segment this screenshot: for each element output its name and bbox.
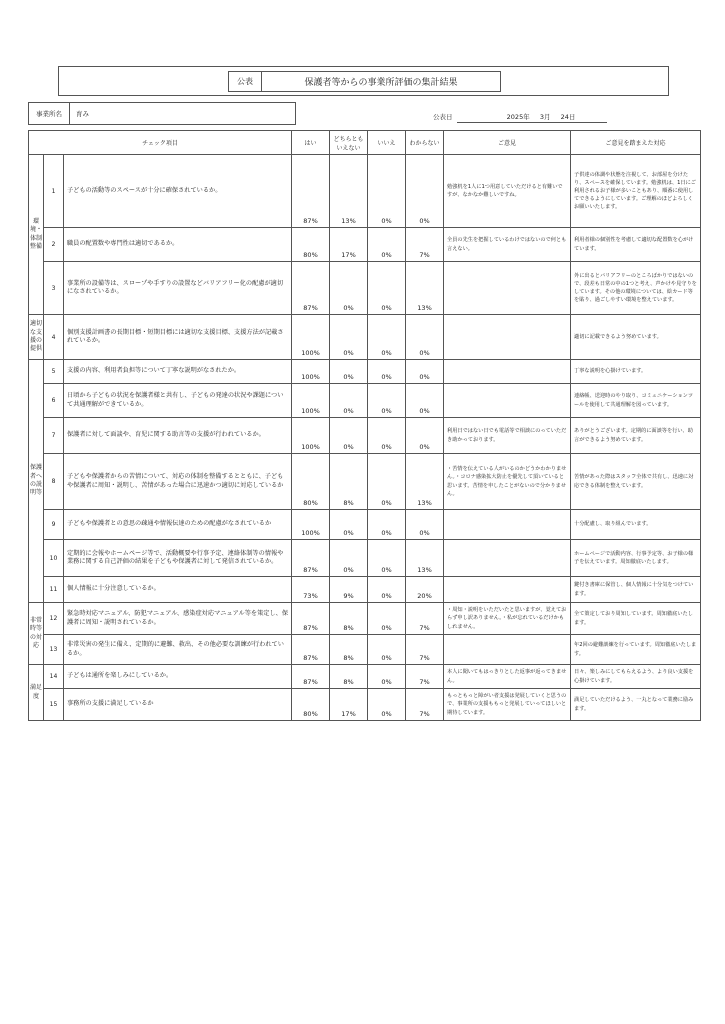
category-label: 保護者への説明等 bbox=[29, 360, 44, 603]
pct-yes: 87% bbox=[292, 665, 330, 689]
pct-yes: 80% bbox=[292, 454, 330, 510]
opinion-text bbox=[444, 510, 571, 540]
pct-neither: 0% bbox=[330, 540, 368, 577]
pct-yes: 87% bbox=[292, 155, 330, 228]
question-text: 緊急時対応マニュアル、防犯マニュアル、感染症対応マニュアル等を策定し、保護者に周知・説明されているか。 bbox=[64, 603, 292, 635]
pct-yes: 100% bbox=[292, 315, 330, 360]
category-label: 適切な支援の提供 bbox=[29, 315, 44, 360]
pct-unknown: 0% bbox=[406, 155, 444, 228]
pct-unknown: 7% bbox=[406, 665, 444, 689]
opinion-text bbox=[444, 540, 571, 577]
pct-unknown: 0% bbox=[406, 510, 444, 540]
pct-unknown: 13% bbox=[406, 540, 444, 577]
col-response: ご意見を踏まえた対応 bbox=[571, 131, 701, 155]
pct-no: 0% bbox=[368, 384, 406, 418]
table-row bbox=[29, 665, 701, 689]
pct-yes: 80% bbox=[292, 228, 330, 262]
pct-yes: 100% bbox=[292, 360, 330, 384]
opinion-text: 全員の先生を把握しているわけではないので何とも言えない。 bbox=[444, 228, 571, 262]
response-text: 満足していただけるよう、一丸となって業務に励みます。 bbox=[571, 689, 701, 721]
col-check: チェック項目 bbox=[29, 131, 292, 155]
row-number: 12 bbox=[44, 603, 64, 635]
table-row bbox=[29, 315, 701, 360]
pct-neither: 9% bbox=[330, 577, 368, 603]
pct-yes: 100% bbox=[292, 418, 330, 454]
pct-unknown: 0% bbox=[406, 418, 444, 454]
public-badge: 公表 bbox=[229, 72, 262, 91]
pct-unknown: 0% bbox=[406, 360, 444, 384]
pct-neither: 17% bbox=[330, 228, 368, 262]
pct-no: 0% bbox=[368, 454, 406, 510]
pct-neither: 17% bbox=[330, 689, 368, 721]
category-label: 非常時等の対応 bbox=[29, 603, 44, 665]
category-label: 満足度 bbox=[29, 665, 44, 721]
question-text: 非常災害の発生に備え、定期的に避難、救出、その他必要な訓練が行われているか。 bbox=[64, 635, 292, 665]
page-title: 保護者等からの事業所評価の集計結果 bbox=[304, 78, 458, 88]
facility-box bbox=[28, 102, 296, 125]
question-text: 事務所の支援に満足しているか bbox=[64, 689, 292, 721]
pct-no: 0% bbox=[368, 689, 406, 721]
pct-neither: 0% bbox=[330, 262, 368, 315]
pct-yes: 87% bbox=[292, 540, 330, 577]
pct-neither: 0% bbox=[330, 418, 368, 454]
pct-unknown: 7% bbox=[406, 228, 444, 262]
row-number: 15 bbox=[44, 689, 64, 721]
publish-date-underline bbox=[457, 122, 607, 123]
publish-year: 2025年 bbox=[506, 113, 530, 121]
pct-unknown: 20% bbox=[406, 577, 444, 603]
col-no: いいえ bbox=[368, 131, 406, 155]
opinion-text: ・周知・説明をいただいたと思いますが、覚えておらず申し訳ありません。・私が忘れているだけかもしれません。 bbox=[444, 603, 571, 635]
pct-neither: 8% bbox=[330, 454, 368, 510]
response-text: 利用者様の個別性を考慮して適切な配置数を心がけています。 bbox=[571, 228, 701, 262]
table-row bbox=[29, 384, 701, 418]
category-label: 環境・体制整備 bbox=[29, 155, 44, 315]
response-text: 外に出るとバリアフリーのところばかりではないので、段差も日常の中の1つと考え、声かけや見守りをしています。その他の環境については、絵カード等を貼り、過ごしやすい環境を整えています。 bbox=[571, 262, 701, 315]
facility-label: 事業所名 bbox=[29, 103, 70, 124]
row-number: 5 bbox=[44, 360, 64, 384]
publish-date-label: 公表日 bbox=[433, 113, 453, 121]
pct-no: 0% bbox=[368, 262, 406, 315]
pct-unknown: 7% bbox=[406, 635, 444, 665]
pct-yes: 73% bbox=[292, 577, 330, 603]
pct-neither: 8% bbox=[330, 665, 368, 689]
pct-unknown: 7% bbox=[406, 603, 444, 635]
question-text: 保護者に対して面談や、育児に関する助言等の支援が行われているか。 bbox=[64, 418, 292, 454]
response-text: 十分配慮し、取り組んでいます。 bbox=[571, 510, 701, 540]
opinion-text bbox=[444, 262, 571, 315]
facility-name: 育み bbox=[76, 110, 89, 118]
pct-unknown: 7% bbox=[406, 689, 444, 721]
pct-neither: 13% bbox=[330, 155, 368, 228]
row-number: 6 bbox=[44, 384, 64, 418]
table-row bbox=[29, 635, 701, 665]
question-text: 職員の配置数や専門性は適切であるか。 bbox=[64, 228, 292, 262]
pct-yes: 100% bbox=[292, 384, 330, 418]
pct-neither: 0% bbox=[330, 384, 368, 418]
pct-no: 0% bbox=[368, 228, 406, 262]
question-text: 定期的に会報やホームページ等で、活動概要や行事予定、連絡体制等の情報や業務に関する自己評価の結果を子どもや保護者に対して発信されているか。 bbox=[64, 540, 292, 577]
table-row bbox=[29, 262, 701, 315]
col-yes: はい bbox=[292, 131, 330, 155]
row-number: 10 bbox=[44, 540, 64, 577]
publish-date bbox=[433, 112, 575, 121]
question-text: 子どもや保護者からの苦情について、対応の体制を整備するとともに、子どもや保護者に周知・説明し、苦情があった場合に迅速かつ適切に対応しているか bbox=[64, 454, 292, 510]
pct-no: 0% bbox=[368, 577, 406, 603]
table-row bbox=[29, 360, 701, 384]
response-text: 日々、楽しみにしてもらえるよう、より良い支援を心掛けています。 bbox=[571, 665, 701, 689]
pct-no: 0% bbox=[368, 360, 406, 384]
response-text: 年2回の避難訓練を行っています。周知徹底いたします。 bbox=[571, 635, 701, 665]
opinion-text: 本人に聞いてもはっきりとした返事が返ってきません。 bbox=[444, 665, 571, 689]
response-text: 連絡帳、送迎時のやり取り、コミュニケーションツールを使用して共通理解を図っています。 bbox=[571, 384, 701, 418]
row-number: 1 bbox=[44, 155, 64, 228]
header-frame bbox=[58, 66, 669, 96]
pct-no: 0% bbox=[368, 665, 406, 689]
pct-yes: 100% bbox=[292, 510, 330, 540]
table-row bbox=[29, 540, 701, 577]
table-row bbox=[29, 603, 701, 635]
pct-neither: 0% bbox=[330, 510, 368, 540]
opinion-text bbox=[444, 577, 571, 603]
response-text: 適切に記載できるよう努めています。 bbox=[571, 315, 701, 360]
table-row bbox=[29, 689, 701, 721]
pct-unknown: 13% bbox=[406, 262, 444, 315]
row-number: 7 bbox=[44, 418, 64, 454]
row-number: 13 bbox=[44, 635, 64, 665]
table-row bbox=[29, 577, 701, 603]
pct-neither: 0% bbox=[330, 315, 368, 360]
response-text: ありがとうございます。定期的に面談等を行い、助言ができるよう努めています。 bbox=[571, 418, 701, 454]
response-text: 丁寧な説明を心掛けています。 bbox=[571, 360, 701, 384]
col-opinion: ご意見 bbox=[444, 131, 571, 155]
opinion-text bbox=[444, 360, 571, 384]
question-text: 個別支援計画書の長期目標・短期目標には適切な支援目標、支援方法が記載されているか。 bbox=[64, 315, 292, 360]
table-row bbox=[29, 510, 701, 540]
pct-no: 0% bbox=[368, 510, 406, 540]
row-number: 4 bbox=[44, 315, 64, 360]
response-text: 子供達の体調や状態を注視して、お部屋を分けたり、スペースを確保しています。勉強机は、1日にご利用されるお子様が多いこともあり、順番に使用してできるようにしています。ご理解のほどよろしくお願いいたします。 bbox=[571, 155, 701, 228]
question-text: 子どもは通所を楽しみにしているか。 bbox=[64, 665, 292, 689]
table-row bbox=[29, 454, 701, 510]
row-number: 11 bbox=[44, 577, 64, 603]
pct-unknown: 0% bbox=[406, 384, 444, 418]
table-row bbox=[29, 155, 701, 228]
publish-day: 24日 bbox=[560, 113, 576, 121]
row-number: 2 bbox=[44, 228, 64, 262]
table-header-row bbox=[29, 131, 701, 155]
publish-month: 3月 bbox=[539, 113, 551, 121]
pct-no: 0% bbox=[368, 635, 406, 665]
question-text: 子どもや保護者との意思の疎通や情報伝達のための配慮がなされているか bbox=[64, 510, 292, 540]
opinion-text bbox=[444, 635, 571, 665]
question-text: 子どもの活動等のスペースが十分に確保されているか。 bbox=[64, 155, 292, 228]
pct-no: 0% bbox=[368, 418, 406, 454]
pct-yes: 80% bbox=[292, 689, 330, 721]
pct-yes: 87% bbox=[292, 262, 330, 315]
response-text: 苦情があった際はスタッフ全体で共有し、迅速に対応できる体制を整えています。 bbox=[571, 454, 701, 510]
response-text: 全て策定しており周知しています。周知徹底いたします。 bbox=[571, 603, 701, 635]
pct-no: 0% bbox=[368, 315, 406, 360]
pct-no: 0% bbox=[368, 540, 406, 577]
pct-no: 0% bbox=[368, 603, 406, 635]
question-text: 日頃から子どもの状況を保護者様と共有し、子どもの発達の状況や課題について共通理解ができているか。 bbox=[64, 384, 292, 418]
pct-no: 0% bbox=[368, 155, 406, 228]
row-number: 3 bbox=[44, 262, 64, 315]
table-row bbox=[29, 228, 701, 262]
col-unknown: わからない bbox=[406, 131, 444, 155]
response-text: 鍵付き書庫に保管し、個人情報に十分気をつけています。 bbox=[571, 577, 701, 603]
question-text: 事業所の設備等は、スロープや手すりの設置などバリアフリー化の配慮が適切になされているか。 bbox=[64, 262, 292, 315]
pct-neither: 8% bbox=[330, 603, 368, 635]
pct-neither: 0% bbox=[330, 360, 368, 384]
row-number: 8 bbox=[44, 454, 64, 510]
opinion-text: 利用日ではない日でも電話等で相談にのっていただき助かっております。 bbox=[444, 418, 571, 454]
opinion-text: もっともっと障がい者支援は発展していくと思うので、事業所の支援ももっと発展していってほしいと期待しています。 bbox=[444, 689, 571, 721]
pct-yes: 87% bbox=[292, 603, 330, 635]
table-row bbox=[29, 418, 701, 454]
pct-yes: 87% bbox=[292, 635, 330, 665]
response-text: ホームページで活動内容、行事予定等、お子様の様子を伝えています。周知徹底いたします。 bbox=[571, 540, 701, 577]
col-neither: どちらともいえない bbox=[330, 131, 368, 155]
question-text: 支援の内容、利用者負担等について丁寧な説明がなされたか。 bbox=[64, 360, 292, 384]
question-text: 個人情報に十分注意しているか。 bbox=[64, 577, 292, 603]
opinion-text bbox=[444, 315, 571, 360]
header-title-box bbox=[228, 71, 501, 92]
opinion-text: ・苦情を伝えている人がいるのかどうかわかりません。・コロナ感染拡大防止を優先して頂いていると思います。苦情を申したことがないので分かりません。 bbox=[444, 454, 571, 510]
row-number: 14 bbox=[44, 665, 64, 689]
pct-neither: 8% bbox=[330, 635, 368, 665]
pct-unknown: 13% bbox=[406, 454, 444, 510]
row-number: 9 bbox=[44, 510, 64, 540]
opinion-text: 勉強机を1人に1つ用意していただけると有難いですが、なかなか難しいですね。 bbox=[444, 155, 571, 228]
pct-unknown: 0% bbox=[406, 315, 444, 360]
opinion-text bbox=[444, 384, 571, 418]
evaluation-table bbox=[28, 130, 701, 721]
